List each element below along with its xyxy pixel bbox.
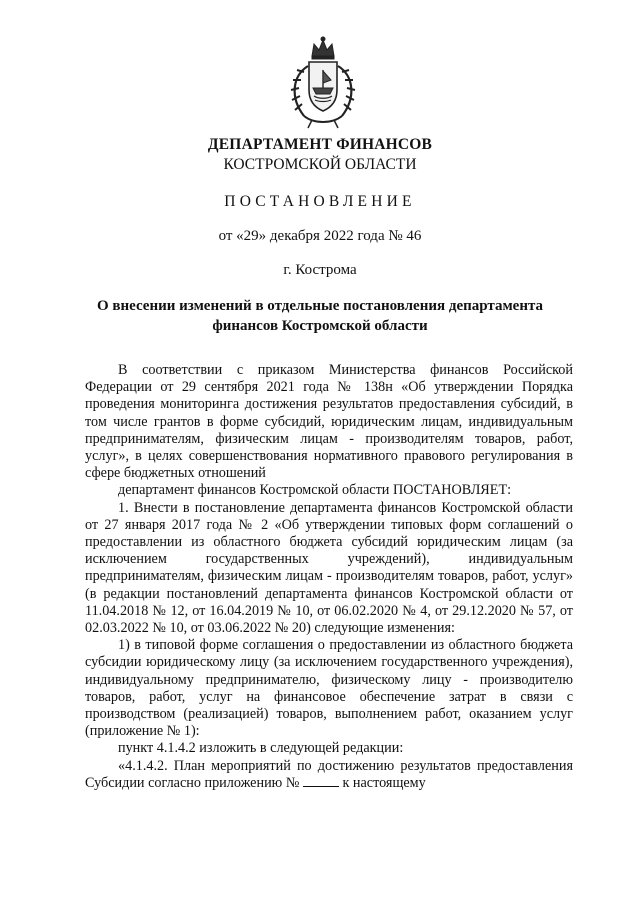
- paragraph-subitem-1: 1) в типовой форме соглашения о предоставлении из областного бюджета субсидии юридическому лицу (за исключением государственного учреждения), индивидуальному предпринимателю, физическому лицу - производителю товаров, работ, услуг на финансовое обеспечение затрат в связи с производством (реализацией) товаров, выполнением работ, оказанием услуг (приложение № 1):: [85, 637, 573, 740]
- paragraph-point-instruction: пункт 4.1.4.2 изложить в следующей редакции:: [118, 740, 404, 757]
- blank-line: [303, 775, 339, 787]
- organization-name: ДЕПАРТАМЕНТ ФИНАНСОВ: [207, 136, 433, 153]
- paragraph-preamble: В соответствии с приказом Министерства финансов Российской Федерации от 29 сентября 2021 года № 138н «Об утверждении Порядка проведения мониторинга достижения результатов предоставления субсидий, в том числе грантов в форме субсидий, юридическим лицам, индивидуальным предпринимателям, физическим лицам - производителям товаров, работ, услуг», в целях совершенствования нормативного правового регулирования в сфере бюджетных отношений: [85, 362, 573, 482]
- point-text-end: к настоящему: [342, 774, 426, 791]
- coat-of-arms-emblem: [284, 36, 362, 130]
- document-title-line2: финансов Костромской области: [212, 318, 428, 334]
- document-city: г. Кострома: [283, 262, 357, 278]
- organization-region: КОСТРОМСКОЙ ОБЛАСТИ: [223, 156, 417, 173]
- paragraph-item-1: 1. Внести в постановление департамента финансов Костромской области от 27 января 2017 года № 2 «Об утверждении типовых форм соглашений о предоставлении из областного бюджета субсидий юридическим лицам (за исключением государственных учреждений), индивидуальным предпринимателям, физическим лицам - производителям товаров, работ, услуг» (в редакции постановлений департамента финансов Костромской области от 11.04.2018 № 12, от 16.04.2019 № 10, от 06.02.2020 № 4, от 29.12.2020 № 57, от 02.03.2022 № 10, от 03.06.2022 № 20) следующие изменения:: [85, 499, 573, 637]
- document-date-number: от «29» декабря 2022 года № 46: [218, 228, 422, 244]
- document-title-line1: О внесении изменений в отдельные постановления департамента: [96, 298, 544, 314]
- paragraph-point-text: [85, 758, 573, 792]
- document-type: ПОСТАНОВЛЕНИЕ: [224, 193, 416, 210]
- point-text-start: «4.1.4.2. План мероприятий по достижению результатов предоставления Субсидии согласно приложению №: [85, 757, 573, 791]
- document-body: [85, 362, 573, 792]
- document-title: [0, 296, 640, 336]
- paragraph-resolves: департамент финансов Костромской области ПОСТАНОВЛЯЕТ:: [118, 482, 512, 499]
